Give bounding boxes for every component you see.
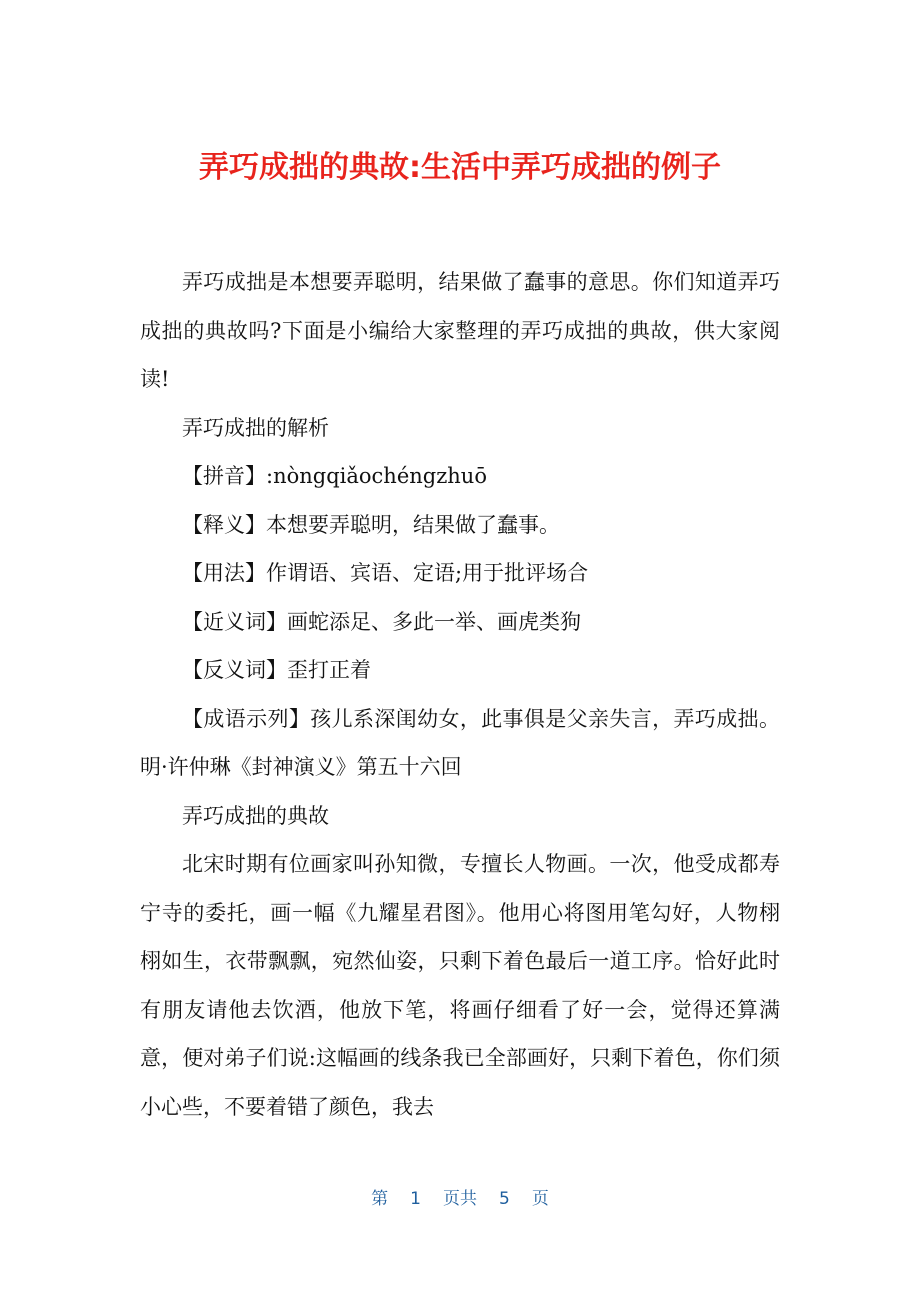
paragraph-synonyms: 【近义词】画蛇添足、多此一举、画虎类狗 — [182, 609, 581, 634]
footer-page-suffix: 页 — [531, 1189, 549, 1209]
paragraph-intro: 弄巧成拙是本想要弄聪明，结果做了蠢事的意思。你们知道弄巧成拙的典故吗?下面是小编给大家整理的弄巧成拙的典故，供大家阅读! — [140, 270, 780, 391]
paragraph-antonyms: 【反义词】歪打正着 — [182, 658, 371, 682]
paragraph-usage: 【用法】作谓语、宾语、定语;用于批评场合 — [182, 561, 589, 585]
page-footer — [0, 1184, 920, 1209]
paragraph-analysis-heading: 弄巧成拙的解析 — [182, 415, 329, 440]
footer-page-prefix: 第 — [371, 1189, 389, 1209]
paragraph-story-heading: 弄巧成拙的典故 — [182, 803, 329, 828]
footer-page-number: 1 — [410, 1189, 421, 1209]
paragraph-pinyin: 【拼音】:nòngqiǎochéngzhuō — [182, 464, 487, 488]
paragraph-story: 北宋时期有位画家叫孙知微，专擅长人物画。一次，他受成都寿宁寺的委托，画一幅《九耀星君图》。他用心将图用笔勾好，人物栩栩如生，衣带飘飘，宛然仙姿，只剩下着色最后一道工序。恰好此时有朋友请他去饮酒，他放下笔，将画仔细看了好一会，觉得还算满意，便对弟子们说:这幅画的线条我已全部画好，只剩下着色，你们须小心些，不要着错了颜色，我去 — [140, 852, 780, 1119]
footer-total-pages: 5 — [499, 1189, 510, 1209]
paragraph-example: 【成语示列】孩儿系深闺幼女，此事俱是父亲失言，弄巧成拙。明·许仲琳《封神演义》第五十六回 — [140, 706, 780, 779]
paragraph-meaning: 【释义】本想要弄聪明，结果做了蠢事。 — [182, 512, 560, 537]
footer-page-middle: 页共 — [443, 1189, 477, 1209]
document-title: 弄巧成拙的典故:生活中弄巧成拙的例子 — [199, 150, 721, 185]
document-body — [140, 258, 780, 1131]
